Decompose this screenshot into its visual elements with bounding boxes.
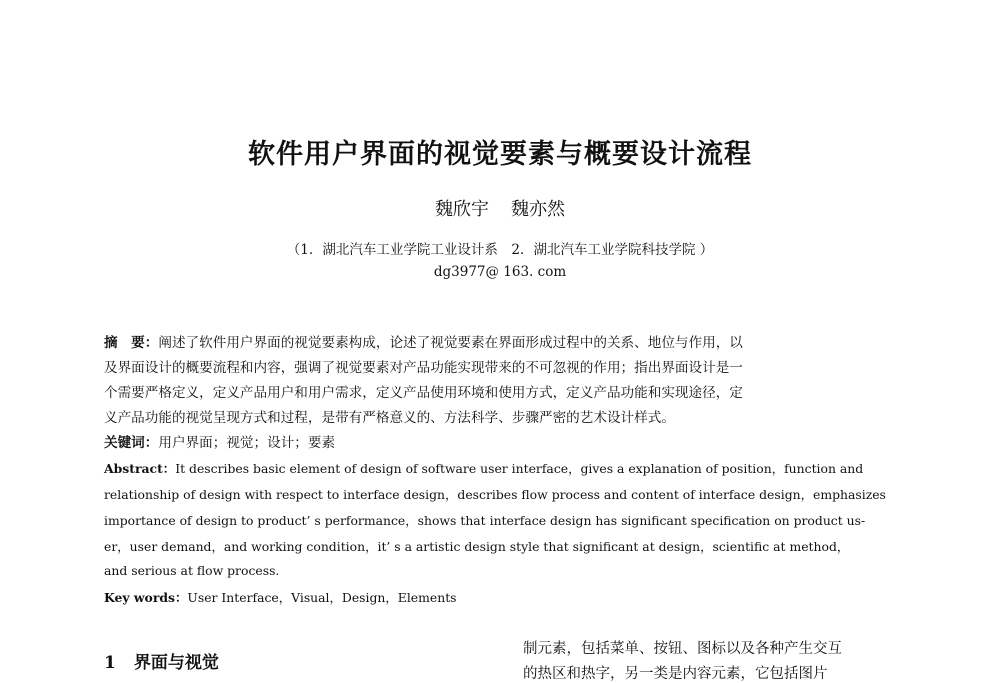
keywords-zh: [104, 431, 904, 451]
affiliation: （1．湖北汽车工业学院工业设计系 2．湖北汽车工业学院科技学院 ）: [286, 242, 714, 258]
abstract-zh-text: 阐述了软件用户界面的视觉要素构成，论述了视觉要素在界面形成过程中的关系、地位与作用，以: [158, 335, 743, 351]
abstract-zh-line: 义产品功能的视觉呈现方式和过程，是带有严格意义的、方法科学、步骤严密的艺术设计样式。: [104, 410, 675, 426]
abstract-en-text: It describes basic element of design of software user interface，gives a explanation of position，function and: [175, 461, 864, 476]
keywords-en-label: Key words：: [104, 590, 188, 605]
author-list: [0, 195, 1000, 221]
abstract-zh-line: [104, 331, 904, 351]
author-email: dg3977@ 163. com: [433, 264, 567, 280]
author-name: 魏欣宇: [435, 199, 489, 220]
author-name: 魏亦然: [511, 199, 565, 220]
abstract-zh-label: 摘 要：: [104, 335, 159, 351]
abstract-zh-line: 及界面设计的概要流程和内容，强调了视觉要素对产品功能实现带来的不可忽视的作用；指出界面设计是一: [104, 360, 743, 376]
paper-title: 软件用户界面的视觉要素与概要设计流程: [248, 139, 752, 170]
abstract-en-line: er，user demand，and working condition，it’ s a artistic design style that significant at design，scientific at method，: [104, 539, 850, 554]
keywords-zh-text: 用户界面；视觉；设计；要素: [158, 435, 336, 451]
abstract-en-line: and serious at flow process.: [104, 563, 280, 578]
abstract-zh-line: 个需要严格定义，定义产品用户和用户需求，定义产品使用环境和使用方式，定义产品功能和实现途径，定: [104, 385, 743, 401]
section-heading: [104, 648, 219, 673]
abstract-en-label: Abstract：: [104, 461, 176, 476]
keywords-en: [104, 588, 904, 606]
body-text-line: 的热区和热字，另一类是内容元素，它包括图片: [523, 666, 828, 682]
abstract-en-line: importance of design to product’ s performance，shows that interface design has significant specification on product us-: [104, 513, 866, 528]
section-number: 1: [104, 653, 116, 673]
keywords-en-text: User Interface，Visual，Design，Elements: [187, 590, 457, 605]
abstract-en-line: [104, 459, 904, 477]
abstract-en-line: relationship of design with respect to interface design，describes flow process and content of interface design，emphasizes: [104, 487, 886, 502]
section-title: 界面与视觉: [133, 653, 219, 673]
body-text-line: 制元素，包括菜单、按钮、图标以及各种产生交互: [523, 641, 842, 657]
keywords-zh-label: 关键词：: [104, 435, 159, 451]
